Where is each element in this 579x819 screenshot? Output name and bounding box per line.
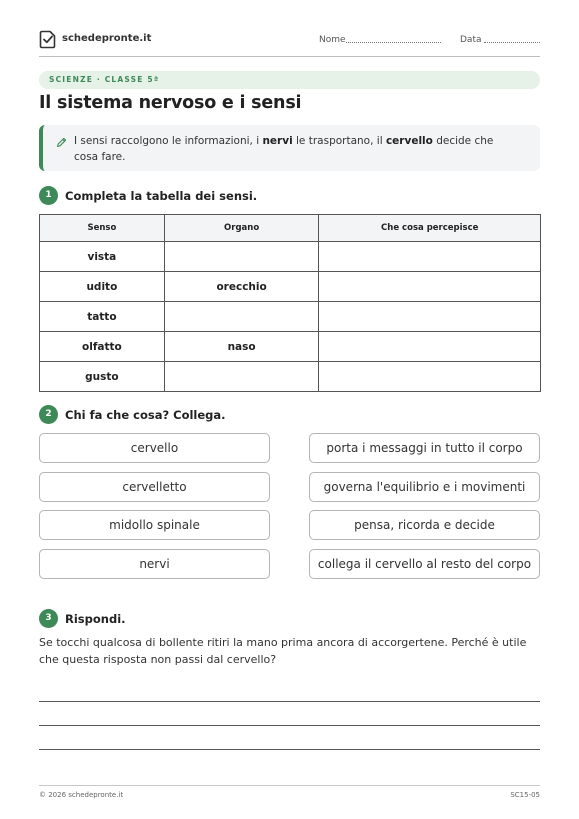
table-cell-input[interactable]: [319, 272, 541, 302]
footer-divider: [39, 785, 540, 786]
table-cell: orecchio: [164, 272, 319, 302]
section-3-title: Rispondi.: [65, 612, 126, 626]
table-cell: tatto: [40, 302, 165, 332]
name-label: Nome: [319, 35, 346, 45]
table-cell: udito: [40, 272, 165, 302]
info-text: I sensi raccolgono le informazioni, i nervi le trasportano, il cervello decide che cosa fare.: [74, 135, 494, 163]
date-label: Data: [460, 35, 482, 45]
answer-line[interactable]: [39, 701, 540, 702]
keyword-cervello: cervello: [385, 135, 433, 147]
table-cell: naso: [164, 332, 319, 362]
category-label: SCIENZE · CLASSE 5ª: [49, 75, 160, 84]
table-cell-input[interactable]: [164, 242, 319, 272]
table-cell-input[interactable]: [164, 362, 319, 392]
match-left-item[interactable]: cervello: [39, 433, 270, 463]
match-right-item[interactable]: pensa, ricorda e decide: [309, 510, 540, 540]
table-cell: olfatto: [40, 332, 165, 362]
match-right-item[interactable]: governa l'equilibrio e i movimenti: [309, 472, 540, 502]
date-field[interactable]: [484, 42, 540, 43]
brand-name: schedepronte.it: [62, 33, 152, 44]
table-header-row: [40, 215, 541, 242]
name-field[interactable]: [346, 42, 441, 43]
table-cell-input[interactable]: [319, 302, 541, 332]
section-3-number: 3: [39, 609, 58, 628]
section-1-number: 1: [39, 186, 58, 205]
table-header-percepisce: Che cosa percepisce: [319, 215, 541, 242]
table-row: [40, 302, 541, 332]
category-pill: [39, 71, 540, 89]
table-row: [40, 362, 541, 392]
match-left-item[interactable]: cervelletto: [39, 472, 270, 502]
table-header-senso: Senso: [40, 215, 165, 242]
table-row: [40, 242, 541, 272]
section-2-title: Chi fa che cosa? Collega.: [65, 408, 226, 422]
match-right-item[interactable]: collega il cervello al resto del corpo: [309, 549, 540, 579]
table-header-organo: Organo: [164, 215, 319, 242]
table-row: [40, 272, 541, 302]
pencil-icon: [56, 137, 67, 148]
answer-line[interactable]: [39, 749, 540, 750]
table-cell: gusto: [40, 362, 165, 392]
footer-code: SC15-05: [510, 791, 540, 799]
table-cell: vista: [40, 242, 165, 272]
table-cell-input[interactable]: [319, 242, 541, 272]
match-left-item[interactable]: nervi: [39, 549, 270, 579]
footer-copyright: © 2026 schedepronte.it: [39, 791, 124, 799]
table-cell-input[interactable]: [319, 332, 541, 362]
header: [39, 30, 540, 52]
info-box: [39, 125, 540, 171]
page-title: Il sistema nervoso e i sensi: [39, 93, 302, 113]
match-left-item[interactable]: midollo spinale: [39, 510, 270, 540]
table-cell-input[interactable]: [319, 362, 541, 392]
senses-table: [39, 214, 541, 392]
question-text: Se tocchi qualcosa di bollente ritiri la mano prima ancora di accorgertene. Perché è utile che questa risposta non passi dal cervello?: [39, 636, 527, 666]
section-1-title: Completa la tabella dei sensi.: [65, 189, 258, 203]
keyword-nervi: nervi: [262, 135, 293, 147]
table-row: [40, 332, 541, 362]
table-cell-input[interactable]: [164, 302, 319, 332]
header-divider: [39, 56, 540, 57]
checkbox-document-icon: [39, 30, 56, 49]
answer-line[interactable]: [39, 725, 540, 726]
match-right-item[interactable]: porta i messaggi in tutto il corpo: [309, 433, 540, 463]
section-2-number: 2: [39, 405, 58, 424]
